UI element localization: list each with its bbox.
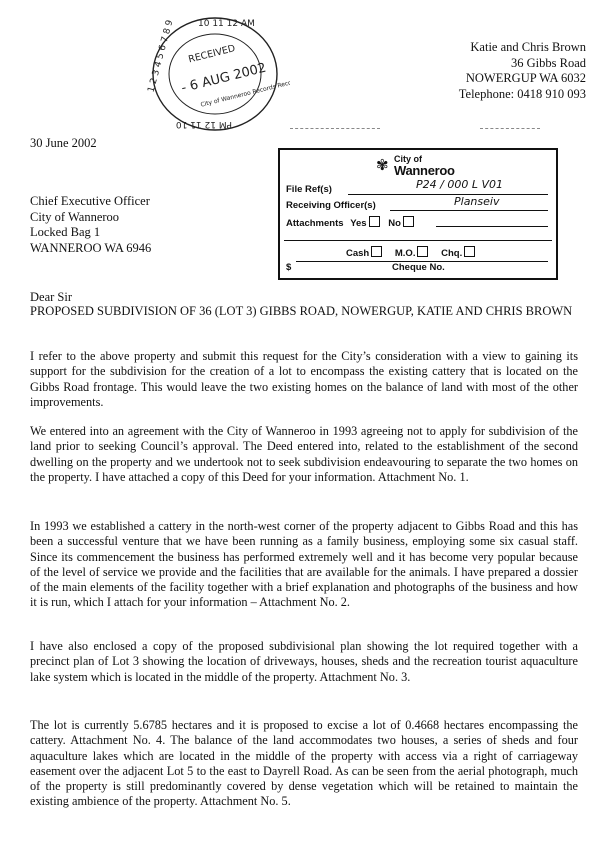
yes-checkbox[interactable] bbox=[369, 216, 380, 227]
body-paragraph: I have also enclosed a copy of the proposed subdivisional plan showing the lot required together with a precinct plan of Lot 3 showing the location of driveways, houses, sheds and the recreation tourist aquaculture lake system which is located in the middle of the property. Attachment No. 3. bbox=[30, 639, 578, 684]
city-logo-icon: ✾ bbox=[376, 157, 389, 174]
chq-label: Chq. bbox=[441, 248, 463, 259]
attachments-row bbox=[286, 216, 550, 229]
recipient-address bbox=[30, 194, 151, 256]
no-checkbox[interactable] bbox=[403, 216, 414, 227]
sender-line: Telephone: 0418 910 093 bbox=[458, 86, 586, 101]
officer-line bbox=[390, 210, 548, 211]
recipient-line: WANNEROO WA 6946 bbox=[30, 240, 152, 255]
cash-label: Cash bbox=[346, 248, 370, 259]
stamp-received: RECEIVED bbox=[187, 43, 237, 66]
subject-line: PROPOSED SUBDIVISION OF 36 (LOT 3) GIBBS ROAD, NOWERGUP, KATIE AND CHRIS BROWN bbox=[30, 304, 573, 318]
body-paragraph: We entered into an agreement with the City of Wanneroo in 1993 agreeing not to apply for subdivision of the land prior to seeking Council’s approval. The Deed entered into, related to the establishment of the second dwelling on the property and we undertook not to seek subdivision endeavouring to separate the two homes on the property. I have attached a copy of this Deed for your information. Attachment No. 1. bbox=[30, 424, 578, 484]
letter-date: 30 June 2002 bbox=[30, 136, 97, 150]
recipient-line: Chief Executive Officer bbox=[30, 194, 150, 208]
sender-address bbox=[390, 40, 586, 102]
dollar-label: $ bbox=[286, 262, 292, 273]
stamp-clock-left: 1 2 3 4 5 6 7 8 9 bbox=[146, 18, 176, 94]
recipient-line: City of Wanneroo bbox=[30, 209, 120, 224]
chq-checkbox[interactable] bbox=[464, 246, 475, 257]
office-use-box bbox=[278, 148, 558, 280]
sender-line: 36 Gibbs Road bbox=[511, 55, 586, 70]
body-paragraph: In 1993 we established a cattery in the north-west corner of the property adjacent to Gibbs Road and this has been a successful venture that we have been running as a family business, employing some six casual staff. Since its commencement the business has performed extremely well and it has become very popular because of the level of service we provide and the facilities that are available for the animals. I have prepared a dossier of the main elements of the facility together with a brief explanation and photographs of the business and how it is run, which I attach for your information – Attachment No. 2. bbox=[30, 519, 578, 610]
logo-city-text: City of bbox=[394, 154, 422, 164]
stamp-clock-bottom: PM 12 11 10 bbox=[175, 119, 232, 129]
recipient-line: Locked Bag 1 bbox=[30, 225, 101, 239]
no-label: No bbox=[388, 218, 401, 229]
attachments-line bbox=[436, 226, 548, 227]
scan-mark bbox=[290, 128, 380, 129]
sender-line: NOWERGUP WA 6032 bbox=[465, 71, 586, 85]
yes-label: Yes bbox=[350, 218, 367, 229]
file-ref-row bbox=[286, 178, 550, 195]
stamp-date: - 6 AUG 2002 bbox=[179, 60, 268, 97]
logo-name-text: Wanneroo bbox=[394, 163, 455, 178]
stamp-clock-top: 10 11 12 AM bbox=[198, 19, 255, 29]
mo-label: M.O. bbox=[394, 248, 416, 259]
attachments-label: Attachments bbox=[286, 218, 344, 229]
file-ref-value: P24 / 000 L V01 bbox=[416, 178, 503, 191]
file-ref-line bbox=[348, 194, 548, 195]
mo-checkbox[interactable] bbox=[417, 246, 428, 257]
scan-mark bbox=[480, 128, 540, 129]
officer-label: Receiving Officer(s) bbox=[286, 200, 376, 211]
cash-checkbox[interactable] bbox=[371, 246, 382, 257]
payment-row bbox=[346, 246, 550, 259]
received-stamp-graphic bbox=[140, 14, 290, 134]
file-ref-label: File Ref(s) bbox=[286, 184, 332, 195]
sender-line: Katie and Chris Brown bbox=[470, 40, 586, 54]
cheque-row bbox=[286, 262, 550, 273]
divider-line bbox=[284, 240, 552, 241]
salutation: Dear Sir bbox=[30, 290, 72, 304]
stamp-dept: City of Wanneroo Records Recd bbox=[199, 79, 290, 109]
officer-row bbox=[286, 195, 550, 211]
received-stamp bbox=[140, 14, 290, 134]
body-paragraph: The lot is currently 5.6785 hectares and it is proposed to excise a lot of 0.4668 hectares encompassing the cattery. Attachment No. 4. The balance of the land accommodates two houses, a series of sheds and four aquaculture lakes which are located in the middle of the property with access via a right of carriageway easement over the adjacent Lot 5 to the east to Dayrell Road. As can be seen from the aerial photograph, much of the property is still predominantly covered by dense vegetation which will be retained to maintain the existing ambience of the property. Attachment No. 5. bbox=[30, 718, 578, 809]
city-logo bbox=[376, 154, 476, 180]
body-paragraph: I refer to the above property and submit this request for the City’s consideration with a view to gaining its support for the subdivision for the creation of a lot to encompass the existing cattery that is located on the Gibbs Road frontage. This would leave the two existing homes on the balance of land with most of the other improvements. bbox=[30, 349, 578, 409]
cheque-no-label: Cheque No. bbox=[392, 262, 445, 273]
officer-value: Planseiv bbox=[454, 195, 500, 208]
